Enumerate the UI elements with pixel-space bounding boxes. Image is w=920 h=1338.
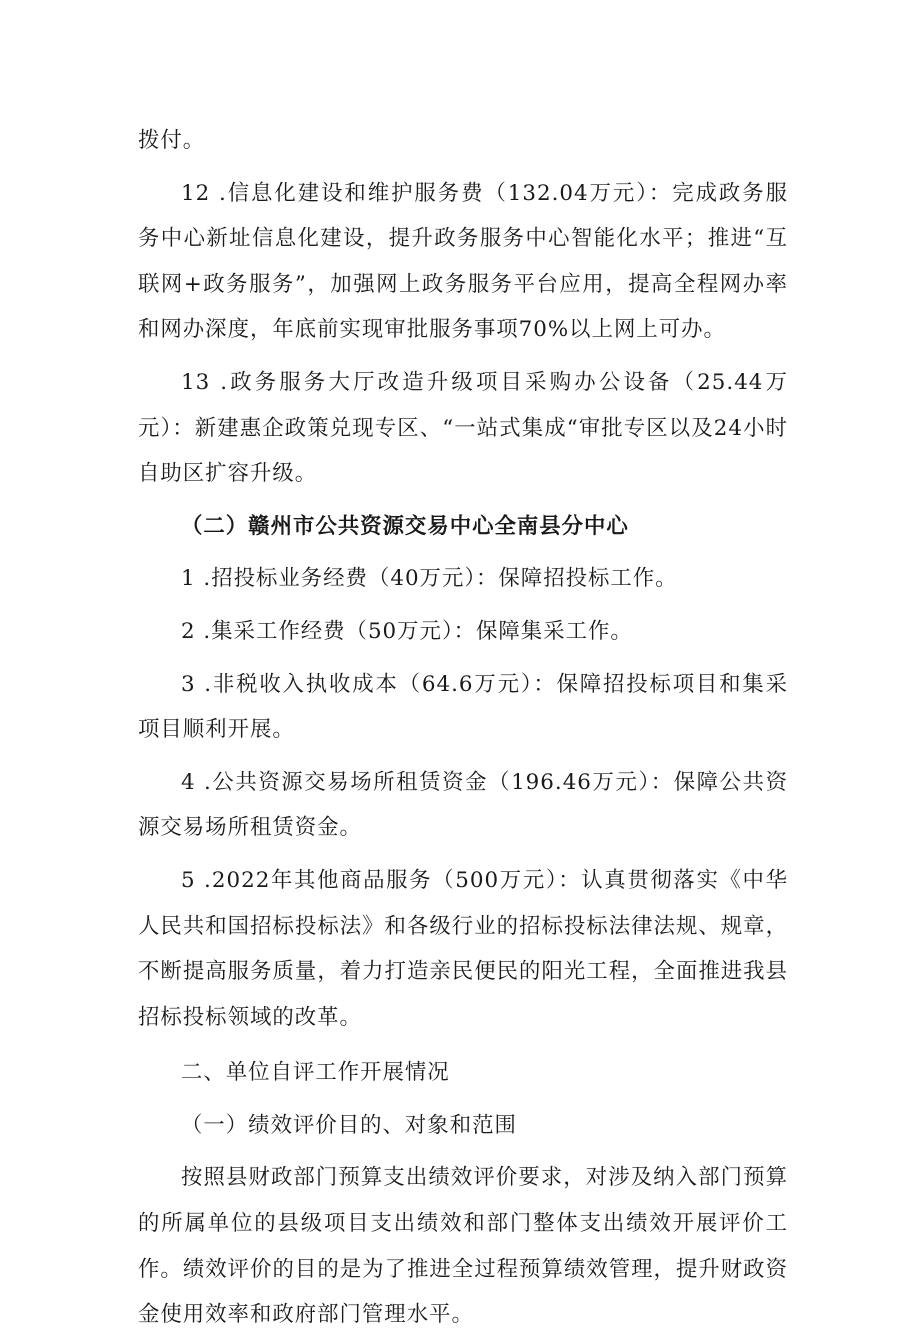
paragraph-item-4: 4 .公共资源交易场所租赁资金（196.46万元）：保障公共资源交易场所租赁资金。 xyxy=(138,769,788,841)
section-heading-subcenter: （二）赣州市公共资源交易中心全南县分中心 xyxy=(181,513,629,539)
paragraph-item-5: 5 .2022年其他商品服务（500万元）：认真贯彻落实《中华人民共和国招标投标法》和各级行业的招标投标法律法规、规章，不断提高服务质量，着力打造亲民便民的阳光工程，全面推进我县招标投标领域的改革。 xyxy=(138,867,788,1030)
paragraph-item-13: 13 .政务服务大厅改造升级项目采购办公设备（25.44万元）：新建惠企政策兑现专区、“一站式集成“审批专区以及24小时自助区扩容升级。 xyxy=(138,369,788,487)
paragraph-item-3: 3 .非税收入执收成本（64.6万元）：保障招投标项目和集采项目顺利开展。 xyxy=(138,671,788,743)
paragraph-item-2: 2 .集采工作经费（50万元）：保障集采工作。 xyxy=(181,618,633,644)
section-heading-self-evaluation: 二、单位自评工作开展情况 xyxy=(181,1060,450,1086)
paragraph-evaluation-body: 按照县财政部门预算支出绩效评价要求，对涉及纳入部门预算的所属单位的县级项目支出绩效和部门整体支出绩效开展评价工作。绩效评价的目的是为了推进全过程预算绩效管理，提升财政资金使用效率和政府部门管理水平。 xyxy=(138,1165,788,1328)
subsection-heading-purpose: （一）绩效评价目的、对象和范围 xyxy=(181,1112,517,1138)
paragraph-continuation: 拨付。 xyxy=(138,128,206,153)
paragraph-item-12: 12 .信息化建设和维护服务费（132.04万元）：完成政务服务中心新址信息化建设，提升政务服务中心智能化水平；推进“互联网+政务服务”，加强网上政务服务平台应用，提高全程网办率和网办深度，年底前实现审批服务事项70%以上网上可办。 xyxy=(138,180,788,343)
document-body xyxy=(138,118,788,1338)
paragraph-item-1: 1 .招投标业务经费（40万元）：保障招投标工作。 xyxy=(181,566,678,592)
